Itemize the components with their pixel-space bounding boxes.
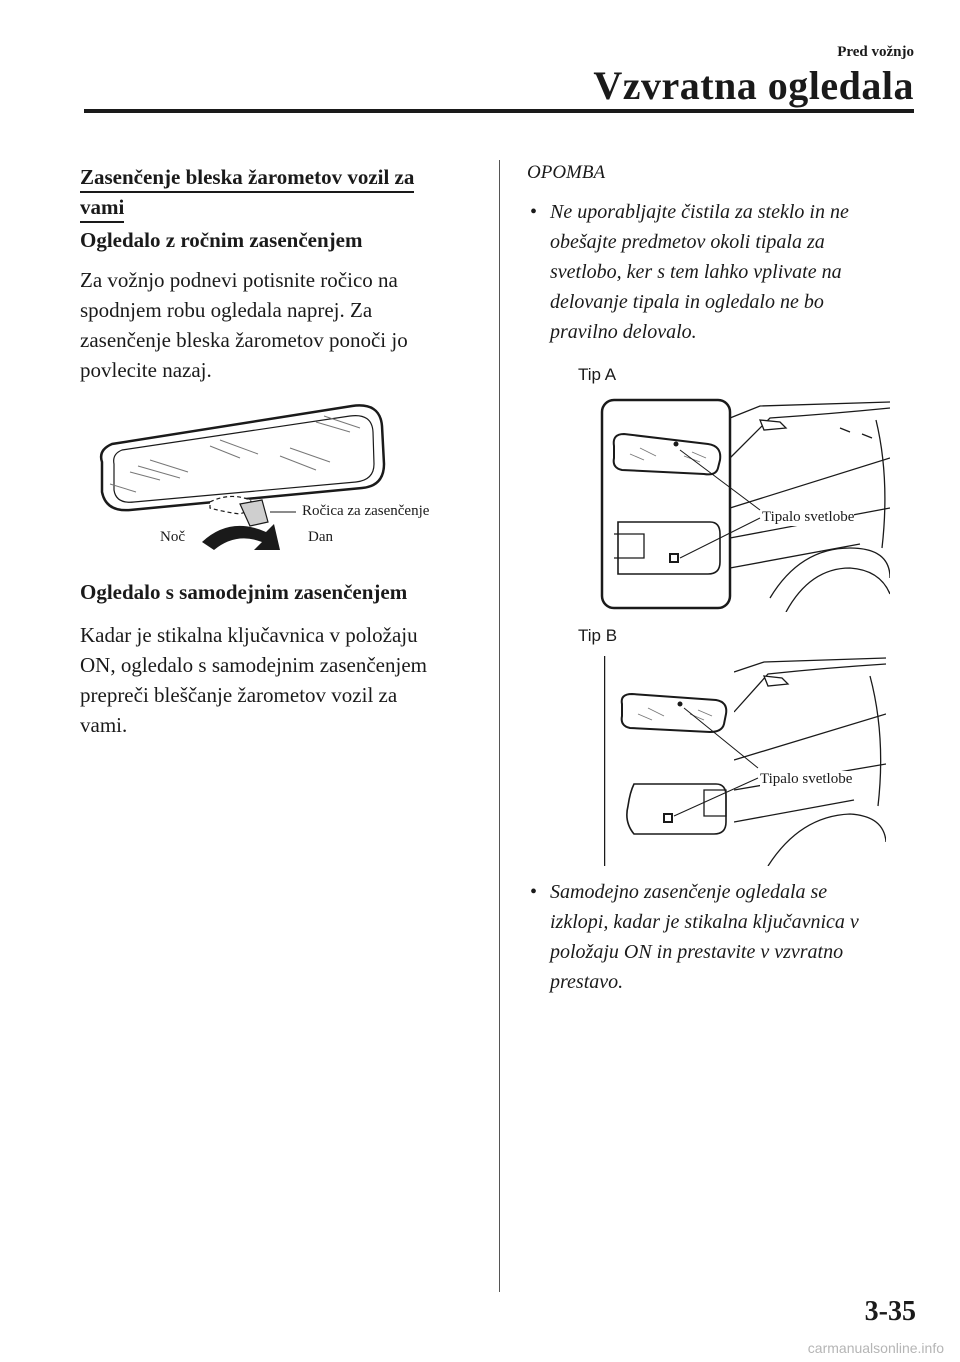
manual-line: zasenčenje bleska žarometov ponoči jo (80, 328, 408, 352)
bullet-line: svetlobo, ker s tem lahko vplivate na (550, 261, 842, 283)
type-b-illustration (604, 656, 886, 866)
bullet-line: Samodejno zasenčenje ogledala se (550, 881, 828, 903)
page-number: 3-35 (864, 1296, 916, 1327)
note-bullet-2 (530, 877, 910, 997)
night-label: Noč (160, 529, 185, 545)
bullet-line: izklopi, kadar je stikalna ključavnica v (550, 911, 859, 933)
section-title-line1: Zasenčenje bleska žarometov vozil za (80, 165, 414, 193)
bullet-dot: • (530, 881, 538, 903)
auto-mirror-heading: Ogledalo s samodejnim zasenčenjem (80, 580, 408, 604)
header-rule (84, 109, 914, 113)
section-title (80, 162, 470, 222)
note-bullet-1 (530, 197, 910, 347)
manual-mirror-text (80, 265, 470, 385)
column-divider (499, 160, 500, 1292)
page-title: Vzvratna ogledala (593, 63, 914, 108)
sensor-label-b: Tipalo svetlobe (760, 771, 853, 787)
auto-line: Kadar je stikalna ključavnica v položaju (80, 623, 418, 647)
auto-line: ON, ogledalo s samodejnim zasenčenjem (80, 653, 427, 677)
section-title-line2: vami (80, 195, 124, 223)
watermark: carmanualsonline.info (807, 1340, 944, 1356)
lever-label: Ročica za zasenčenje (302, 503, 430, 519)
manual-mirror-illustration (90, 400, 390, 560)
type-b-label: Tip B (578, 626, 618, 645)
bullet-line: Ne uporabljajte čistila za steklo in ne (550, 201, 849, 223)
bullet-dot: • (530, 201, 538, 223)
bullet-line: pravilno delovalo. (550, 321, 697, 343)
auto-line: prepreči bleščanje žarometov vozil za (80, 683, 398, 707)
day-label: Dan (308, 529, 333, 545)
manual-mirror-heading: Ogledalo z ročnim zasenčenjem (80, 228, 363, 252)
type-a-label: Tip A (578, 365, 617, 384)
note-label: OPOMBA (527, 162, 606, 183)
type-a-illustration (600, 398, 890, 612)
bullet-line: obešajte predmetov okoli tipala za (550, 231, 825, 253)
bullet-line: delovanje tipala in ogledalo ne bo (550, 291, 824, 313)
manual-line: Za vožnjo podnevi potisnite ročico na (80, 268, 398, 292)
auto-mirror-text (80, 620, 470, 740)
bullet-line: položaju ON in prestavite v vzvratno (550, 941, 844, 963)
manual-line: spodnjem robu ogledala naprej. Za (80, 298, 373, 322)
bullet-line: prestavo. (550, 971, 624, 993)
sensor-label-a: Tipalo svetlobe (762, 509, 855, 525)
manual-line: povlecite nazaj. (80, 358, 212, 382)
auto-line: vami. (80, 713, 128, 737)
chapter-name: Pred vožnjo (837, 44, 914, 60)
